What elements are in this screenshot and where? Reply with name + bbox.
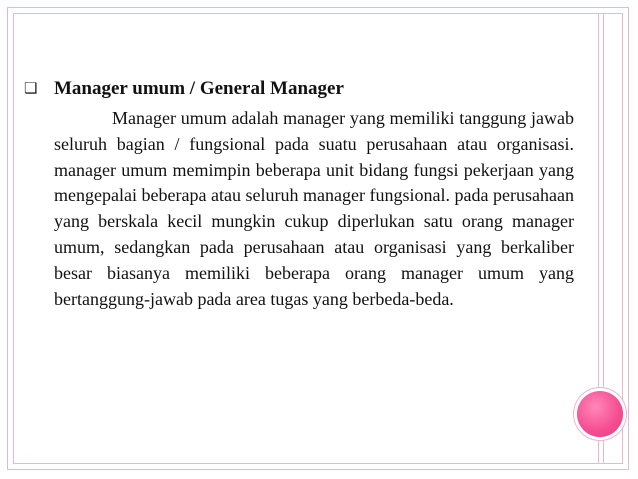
- square-bullet-icon: ❏: [24, 80, 38, 97]
- pink-circle-icon: [577, 391, 623, 437]
- slide-heading: Manager umum / General Manager: [54, 78, 344, 99]
- body-paragraph: Manager umum adalah manager yang memiliki tanggung jawab seluruh bagian / fungsional pada suatu perusahaan atau organisasi. manager umum memimpin beberapa unit bidang fungsi pekerjaan yang mengepalai beberapa atau seluruh manager fungsional. pada perusahaan yang berskala kecil mungkin cukup diperlukan satu orang manager umum, sedangkan pada perusahaan atau organisasi yang berkaliber besar biasanya memiliki beberapa orang manager umum yang bertanggung-jawab pada area tugas yang berbeda-beda.: [54, 108, 574, 309]
- slide-content: [24, 78, 580, 312]
- bullet-heading-row: [24, 78, 580, 100]
